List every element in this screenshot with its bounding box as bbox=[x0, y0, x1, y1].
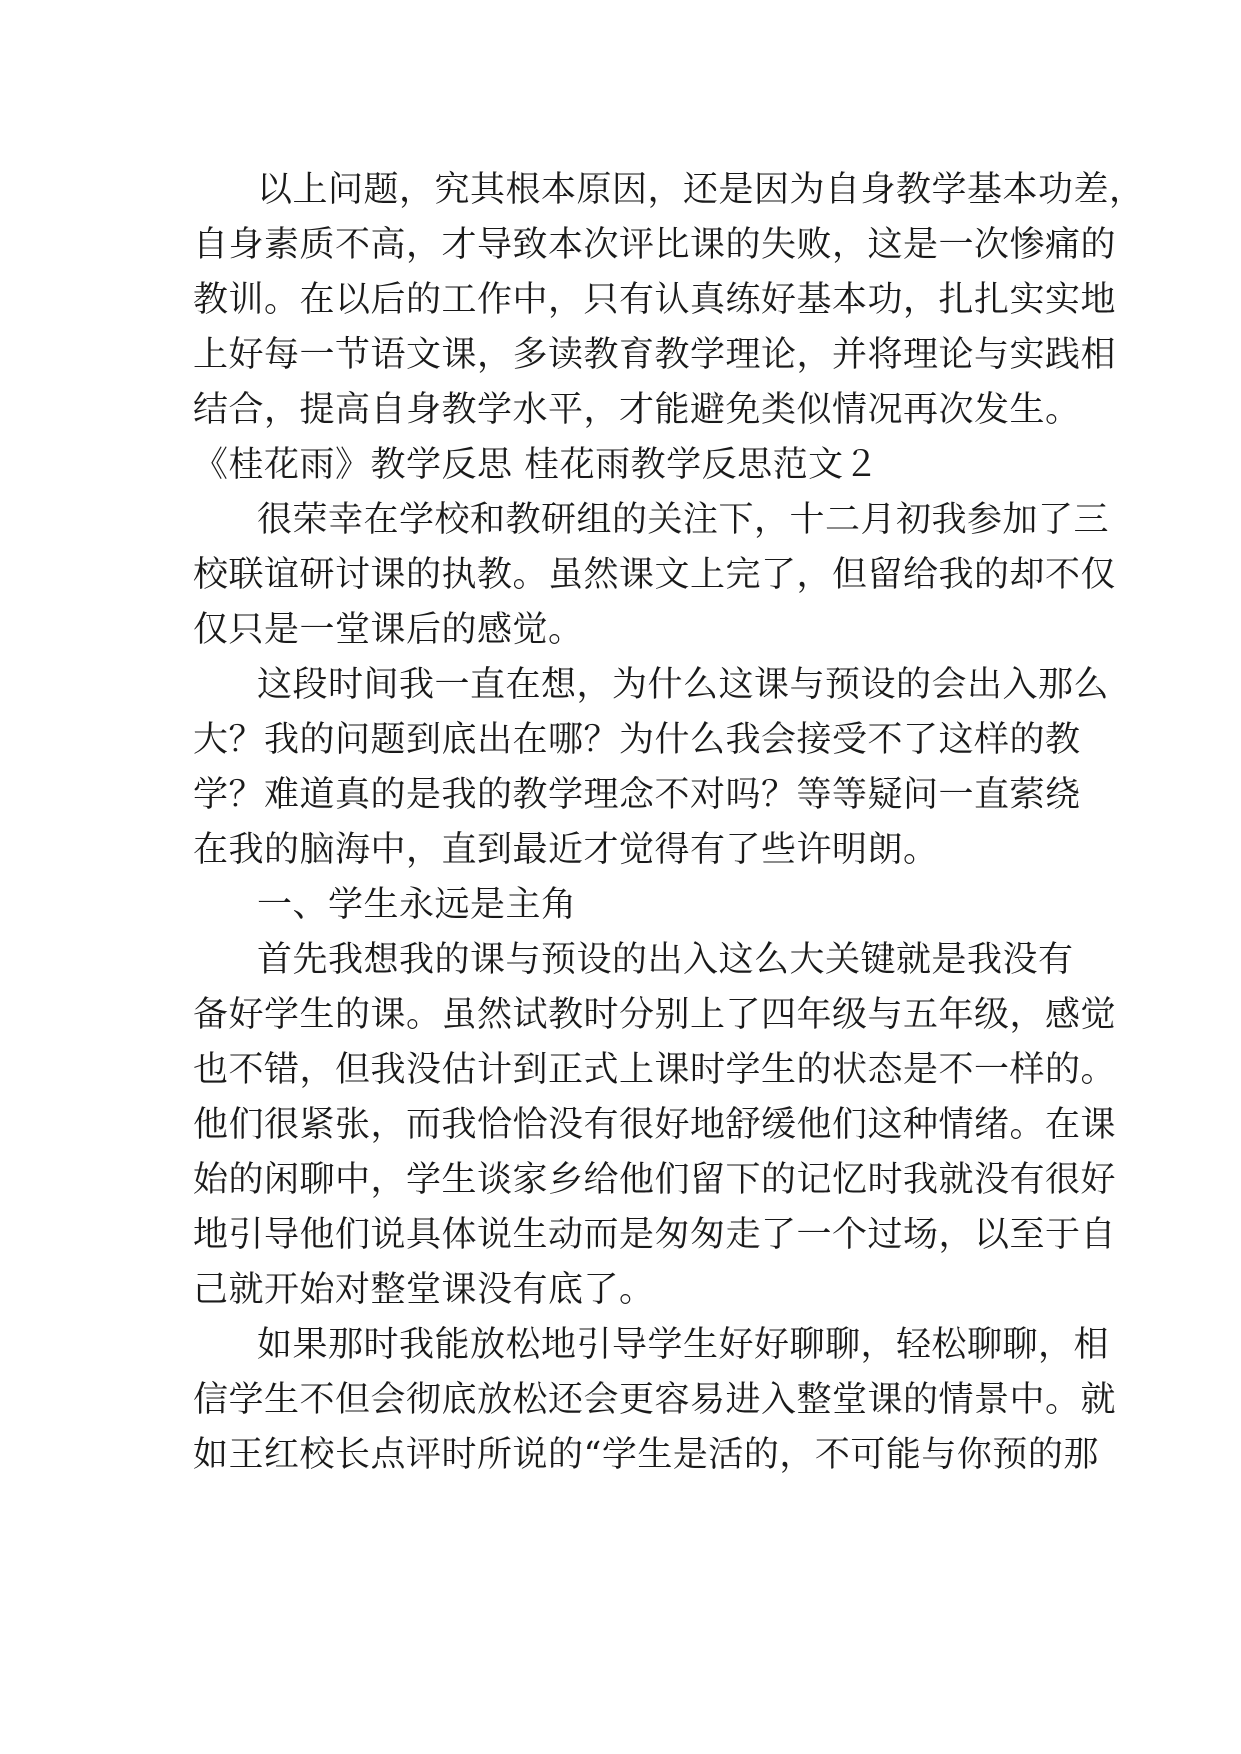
paragraph-line: 大？我的问题到底出在哪？为什么我会接受不了这样的教 bbox=[193, 720, 1081, 760]
paragraph-line: 很荣幸在学校和教研组的关注下，十二月初我参加了三 bbox=[257, 500, 1110, 540]
paragraph-line: 结合，提高自身教学水平，才能避免类似情况再次发生。 bbox=[193, 390, 1081, 430]
paragraph-line: 始的闲聊中，学生谈家乡给他们留下的记忆时我就没有很好 bbox=[193, 1160, 1117, 1200]
paragraph-line: 首先我想我的课与预设的出入这么大关键就是我没有 bbox=[257, 940, 1074, 980]
paragraph-line: 也不错，但我没估计到正式上课时学生的状态是不一样的。 bbox=[193, 1050, 1117, 1090]
paragraph-line: 这段时间我一直在想，为什么这课与预设的会出入那么 bbox=[257, 665, 1110, 705]
paragraph-line: 以上问题，究其根本原因，还是因为自身教学基本功差， bbox=[257, 170, 1145, 210]
paragraph-line: 校联谊研讨课的执教。虽然课文上完了，但留给我的却不仅 bbox=[193, 555, 1117, 595]
paragraph-line: 信学生不但会彻底放松还会更容易进入整堂课的情景中。就 bbox=[193, 1380, 1117, 1420]
paragraph-line: 他们很紧张，而我恰恰没有很好地舒缓他们这种情绪。在课 bbox=[193, 1105, 1117, 1145]
paragraph-line: 教训。在以后的工作中，只有认真练好基本功，扎扎实实地 bbox=[193, 280, 1117, 320]
paragraph-line: 自身素质不高，才导致本次评比课的失败，这是一次惨痛的 bbox=[193, 225, 1117, 265]
paragraph-line: 己就开始对整堂课没有底了。 bbox=[193, 1270, 655, 1310]
paragraph-line: 如王红校长点评时所说的“学生是活的，不可能与你预的那 bbox=[193, 1435, 1099, 1475]
paragraph-line: 学？难道真的是我的教学理念不对吗？等等疑问一直萦绕 bbox=[193, 775, 1081, 815]
subheading: 一、学生永远是主角 bbox=[257, 885, 577, 925]
paragraph-line: 在我的脑海中，直到最近才觉得有了些许明朗。 bbox=[193, 830, 939, 870]
paragraph-line: 如果那时我能放松地引导学生好好聊聊，轻松聊聊，相 bbox=[257, 1325, 1110, 1365]
paragraph-line: 地引导他们说具体说生动而是匆匆走了一个过场，以至于自 bbox=[193, 1215, 1117, 1255]
paragraph-line: 仅只是一堂课后的感觉。 bbox=[193, 610, 584, 650]
paragraph-line: 备好学生的课。虽然试教时分别上了四年级与五年级，感觉 bbox=[193, 995, 1117, 1035]
paragraph-line: 上好每一节语文课，多读教育教学理论，并将理论与实践相 bbox=[193, 335, 1117, 375]
section-title: 《桂花雨》教学反思 桂花雨教学反思范文２ bbox=[193, 445, 880, 485]
